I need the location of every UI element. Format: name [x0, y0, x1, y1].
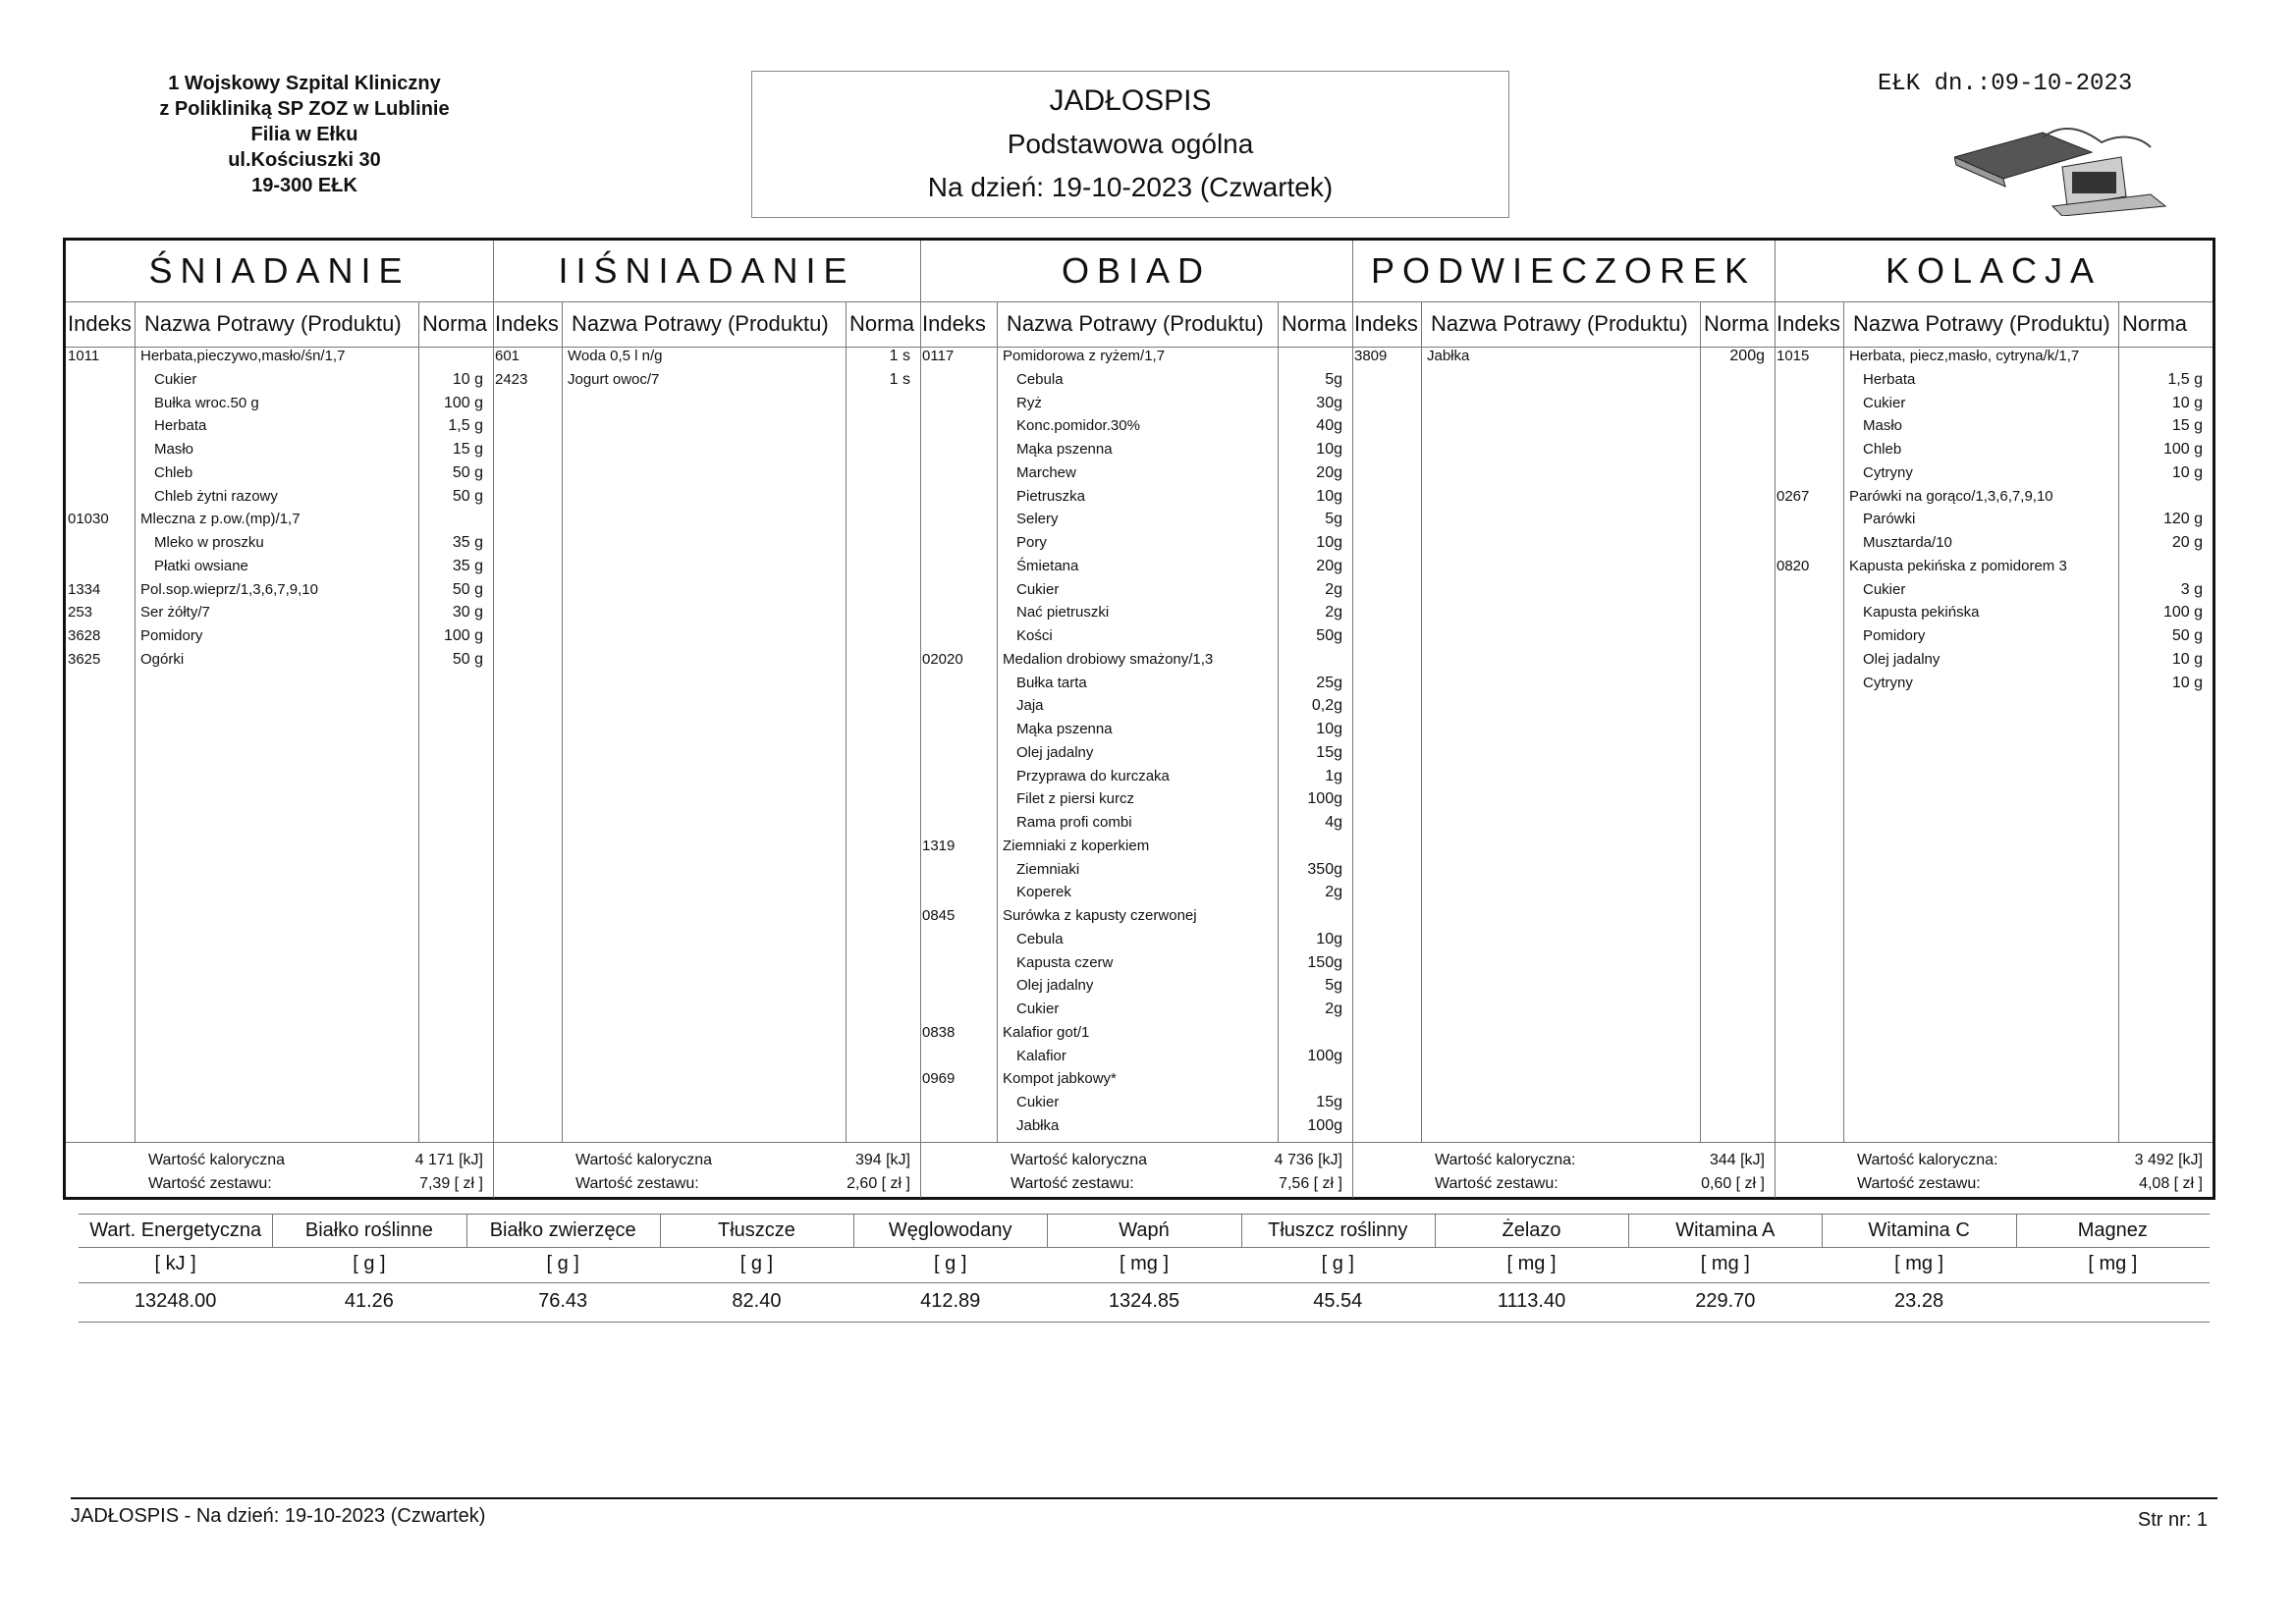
meal-title: KOLACJA [1885, 250, 2103, 291]
item-norm: 2g [1325, 604, 1342, 622]
meal-divider [920, 241, 921, 1198]
item-norm: 20 g [2171, 534, 2203, 551]
table-divider [66, 1142, 2213, 1143]
item-name: Pol.sop.wieprz/1,3,6,7,9,10 [140, 580, 318, 598]
item-name: Herbata,pieczywo,masło/śn/1,7 [140, 348, 346, 364]
item-name: Pomidory [140, 627, 203, 644]
item-norm: 1,5 g [2167, 370, 2203, 388]
nutrition-value: 412.89 [920, 1290, 981, 1312]
item-name: Filet z piersi kurcz [1016, 790, 1135, 808]
item-norm: 2g [1325, 580, 1342, 598]
set-cost-value: 4,08 [ zł ] [2139, 1175, 2203, 1192]
item-name: Ogórki [140, 650, 185, 668]
item-name: Musztarda/10 [1863, 534, 1952, 551]
calorie-label: Wartość kaloryczna [575, 1152, 712, 1168]
item-name: Jabłka [1427, 348, 1470, 364]
calorie-value: 4 736 [kJ] [1274, 1152, 1342, 1168]
item-index: 253 [68, 604, 93, 622]
item-norm: 15 g [2171, 417, 2203, 435]
item-name: Pory [1016, 534, 1047, 551]
item-norm: 1g [1325, 767, 1342, 784]
item-norm: 100 g [2162, 604, 2203, 622]
calorie-value: 344 [kJ] [1709, 1152, 1765, 1168]
item-name: Konc.pomidor.30% [1016, 417, 1140, 435]
document-title: JADŁOSPIS [1049, 84, 1212, 117]
item-index: 01030 [68, 511, 109, 528]
column-header-name: Nazwa Potrawy (Produktu) [1853, 311, 2110, 336]
item-name: Kompot jabkowy* [1003, 1070, 1117, 1088]
nutrition-header: Białko zwierzęce [489, 1219, 636, 1241]
nutrition-row-line [79, 1282, 2210, 1283]
item-name: Ser żółty/7 [140, 604, 210, 622]
item-index: 0969 [922, 1070, 956, 1088]
item-norm: 10 g [2171, 650, 2203, 668]
nutrition-value: 13248.00 [134, 1290, 217, 1312]
item-index: 0267 [1777, 487, 1810, 505]
nutrition-unit: [ g ] [353, 1253, 386, 1274]
item-name: Marchew [1016, 463, 1076, 481]
nutrition-header: Magnez [2077, 1219, 2148, 1241]
item-norm: 50g [1316, 627, 1342, 644]
index-divider [562, 301, 563, 1142]
meal-title: ŚNIADANIE [148, 250, 410, 291]
item-name: Cytryny [1863, 463, 1913, 481]
item-norm: 2g [1325, 1001, 1342, 1017]
item-name: Jogurt owoc/7 [568, 370, 660, 388]
nutrition-row-line [79, 1247, 2210, 1248]
item-name: Mleczna z p.ow.(mp)/1,7 [140, 511, 301, 528]
set-cost-value: 0,60 [ zł ] [1701, 1175, 1765, 1192]
nutrition-unit: [ kJ ] [154, 1253, 196, 1274]
item-name: Kalafior got/1 [1003, 1023, 1090, 1041]
set-cost-label: Wartość zestawu: [148, 1175, 272, 1192]
item-norm: 30g [1316, 394, 1342, 411]
meal-divider [1352, 241, 1353, 1198]
item-norm: 40g [1316, 417, 1342, 435]
nutrition-header: Witamina A [1675, 1219, 1776, 1241]
column-header-norm: Norma [422, 311, 488, 336]
item-name: Płatki owsiane [154, 557, 248, 574]
nutrition-unit: [ mg ] [1894, 1253, 1944, 1274]
set-cost-value: 7,56 [ zł ] [1279, 1175, 1342, 1192]
item-norm: 10g [1316, 487, 1342, 505]
item-name: Śmietana [1016, 557, 1079, 574]
item-name: Masło [154, 441, 194, 458]
item-name: Mleko w proszku [154, 534, 264, 551]
item-norm: 5g [1325, 370, 1342, 388]
nutrition-header: Wart. Energetyczna [89, 1219, 262, 1241]
item-index: 3625 [68, 650, 101, 668]
item-norm: 20g [1316, 557, 1342, 574]
hospital-name: 1 Wojskowy Szpital Kliniczny [168, 73, 441, 94]
nutrition-row-line [79, 1214, 2210, 1215]
nutrition-value: 1113.40 [1497, 1290, 1566, 1312]
hospital-street: ul.Kościuszki 30 [228, 149, 381, 171]
item-name: Chleb żytni razowy [154, 487, 278, 505]
item-name: Pietruszka [1016, 487, 1086, 505]
item-norm: 15g [1316, 1094, 1342, 1110]
set-cost-value: 2,60 [ zł ] [847, 1175, 910, 1192]
item-name: Selery [1016, 511, 1059, 528]
item-name: Cebula [1016, 930, 1064, 947]
item-name: Ryż [1016, 394, 1042, 411]
item-norm: 100g [1307, 1116, 1342, 1134]
item-name: Pomidorowa z ryżem/1,7 [1003, 348, 1166, 364]
page-footer [71, 1497, 2217, 1531]
item-name: Kapusta czerw [1016, 953, 1114, 971]
nutrition-unit: [ g ] [739, 1253, 774, 1274]
laptop-book-icon [1954, 118, 2180, 216]
item-name: Mąka pszenna [1016, 441, 1113, 458]
item-name: Chleb [154, 463, 193, 481]
item-index: 02020 [922, 650, 963, 668]
norm-divider [1700, 301, 1701, 1142]
item-norm: 100 g [443, 394, 483, 411]
item-name: Cukier [1016, 1094, 1060, 1110]
item-name: Jaja [1016, 697, 1044, 715]
column-header-norm: Norma [2122, 311, 2188, 336]
item-norm: 4g [1325, 814, 1342, 831]
item-name: Kalafior [1016, 1047, 1066, 1064]
item-index: 601 [495, 348, 520, 364]
item-norm: 50 g [2171, 627, 2203, 644]
item-index: 1334 [68, 580, 101, 598]
meal-divider [493, 241, 494, 1198]
nutrition-header: Żelazo [1502, 1219, 1561, 1241]
item-index: 0838 [922, 1023, 956, 1041]
item-norm: 15 g [452, 441, 483, 458]
column-header-index: Indeks [1354, 311, 1418, 336]
item-name: Bułka wroc.50 g [154, 394, 259, 411]
item-name: Cukier [1863, 394, 1906, 411]
nutrition-value: 229.70 [1695, 1290, 1756, 1312]
item-name: Nać pietruszki [1016, 604, 1110, 622]
column-header-index: Indeks [495, 311, 559, 336]
title-box [751, 71, 1509, 218]
index-divider [1421, 301, 1422, 1142]
nutrition-unit: [ mg ] [1700, 1253, 1750, 1274]
nutrition-header: Węglowodany [888, 1219, 1012, 1241]
item-name: Przyprawa do kurczaka [1016, 767, 1170, 784]
item-norm: 5g [1325, 977, 1342, 995]
city-date: EŁK dn.:09-10-2023 [1878, 71, 2133, 97]
nutrition-unit: [ g ] [1321, 1253, 1354, 1274]
item-index: 3809 [1354, 348, 1388, 364]
item-name: Herbata [154, 417, 207, 435]
item-norm: 20g [1316, 463, 1342, 481]
column-header-name: Nazwa Potrawy (Produktu) [1007, 311, 1264, 336]
item-name: Masło [1863, 417, 1903, 435]
nutrition-row-line [79, 1322, 2210, 1323]
item-name: Medalion drobiowy smażony/1,3 [1003, 650, 1214, 668]
item-name: Mąka pszenna [1016, 721, 1113, 737]
norm-divider [846, 301, 847, 1142]
item-norm: 10 g [452, 370, 483, 388]
column-header-name: Nazwa Potrawy (Produktu) [572, 311, 829, 336]
nutrition-value: 76.43 [538, 1290, 588, 1312]
item-norm: 35 g [452, 534, 483, 551]
set-cost-label: Wartość zestawu: [575, 1175, 699, 1192]
item-index: 1015 [1777, 348, 1810, 364]
nutrition-header: Tłuszcze [717, 1219, 795, 1241]
hospital-header [118, 71, 491, 198]
item-name: Cukier [1863, 580, 1906, 598]
item-norm: 15g [1316, 743, 1342, 761]
nutrition-value: 41.26 [344, 1290, 394, 1312]
set-cost-label: Wartość zestawu: [1435, 1175, 1558, 1192]
item-norm: 100g [1307, 1047, 1342, 1064]
nutrition-header: Wapń [1119, 1219, 1170, 1241]
item-name: Olej jadalny [1863, 650, 1941, 668]
item-index: 1011 [68, 348, 100, 364]
column-header-name: Nazwa Potrawy (Produktu) [1431, 311, 1688, 336]
item-name: Koperek [1016, 884, 1071, 901]
meal-title: IIŚNIADANIE [558, 250, 855, 291]
item-name: Jabłka [1016, 1116, 1060, 1134]
item-name: Cytryny [1863, 674, 1913, 691]
hospital-parent: z Polikliniką SP ZOZ w Lublinie [159, 98, 450, 120]
calorie-label: Wartość kaloryczna [148, 1152, 285, 1168]
meal-title: OBIAD [1061, 250, 1212, 291]
item-name: Bułka tarta [1016, 674, 1087, 691]
item-norm: 100 g [2162, 441, 2203, 458]
item-norm: 3 g [2180, 580, 2203, 598]
index-divider [997, 301, 998, 1142]
item-norm: 25g [1316, 674, 1342, 691]
item-index: 1319 [922, 837, 956, 854]
footer-title: JADŁOSPIS - Na dzień: 19-10-2023 (Czwartek) [71, 1505, 486, 1527]
item-norm: 30 g [452, 604, 483, 622]
set-cost-label: Wartość zestawu: [1857, 1175, 1981, 1192]
nutrition-value: 23.28 [1894, 1290, 1944, 1312]
item-norm: 50 g [452, 580, 483, 598]
item-name: Parówki [1863, 511, 1916, 528]
item-norm: 200g [1729, 348, 1765, 364]
table-divider [66, 301, 2213, 302]
item-name: Woda 0,5 l n/g [568, 348, 663, 364]
nutrition-value: 45.54 [1313, 1290, 1363, 1312]
item-name: Ziemniaki z koperkiem [1003, 837, 1150, 854]
diet-name: Podstawowa ogólna [1007, 129, 1254, 159]
calorie-value: 3 492 [kJ] [2134, 1152, 2203, 1168]
item-name: Chleb [1863, 441, 1902, 458]
item-norm: 10g [1316, 721, 1342, 737]
column-header-index: Indeks [922, 311, 986, 336]
item-norm: 100 g [443, 627, 483, 644]
item-norm: 100g [1307, 790, 1342, 808]
item-name: Olej jadalny [1016, 977, 1094, 995]
item-name: Pomidory [1863, 627, 1926, 644]
nutrition-unit: [ g ] [934, 1253, 967, 1274]
calorie-label: Wartość kaloryczna: [1857, 1152, 1998, 1168]
item-name: Ziemniaki [1016, 860, 1080, 878]
item-index: 2423 [495, 370, 528, 388]
calorie-label: Wartość kaloryczna: [1435, 1152, 1576, 1168]
column-header-norm: Norma [1282, 311, 1347, 336]
menu-table [63, 238, 2215, 1200]
meal-title: PODWIECZOREK [1370, 250, 1756, 291]
index-divider [135, 301, 136, 1142]
item-norm: 10 g [2171, 674, 2203, 691]
calorie-label: Wartość kaloryczna [1011, 1152, 1147, 1168]
item-name: Cukier [1016, 1001, 1060, 1017]
item-norm: 0,2g [1311, 697, 1342, 715]
item-norm: 10 g [2171, 463, 2203, 481]
item-name: Cebula [1016, 370, 1064, 388]
item-norm: 50 g [452, 463, 483, 481]
nutrition-unit: [ mg ] [1119, 1253, 1169, 1274]
set-cost-value: 7,39 [ zł ] [419, 1175, 483, 1192]
page-number: Str nr: 1 [2137, 1509, 2208, 1531]
item-norm: 1 s [889, 348, 910, 364]
item-name: Kapusta pekińska z pomidorem 3 [1849, 557, 2067, 574]
nutrition-value: 82.40 [732, 1290, 782, 1312]
item-norm: 150g [1307, 953, 1342, 971]
item-name: Parówki na gorąco/1,3,6,7,9,10 [1849, 487, 2053, 505]
item-index: 0117 [922, 348, 955, 364]
item-name: Olej jadalny [1016, 743, 1094, 761]
item-norm: 50 g [452, 487, 483, 505]
item-index: 0845 [922, 907, 956, 924]
nutrition-header: Witamina C [1868, 1219, 1970, 1241]
column-header-index: Indeks [1777, 311, 1840, 336]
item-name: Kapusta pekińska [1863, 604, 1980, 622]
item-name: Cukier [1016, 580, 1060, 598]
nutrition-table [79, 1214, 2210, 1322]
item-norm: 1,5 g [448, 417, 483, 435]
item-name: Surówka z kapusty czerwonej [1003, 907, 1197, 924]
item-norm: 10g [1316, 930, 1342, 947]
item-norm: 50 g [452, 650, 483, 668]
hospital-city: 19-300 EŁK [251, 175, 357, 196]
item-norm: 10g [1316, 441, 1342, 458]
column-header-name: Nazwa Potrawy (Produktu) [144, 311, 402, 336]
column-header-norm: Norma [1704, 311, 1770, 336]
hospital-branch: Filia w Ełku [250, 124, 358, 145]
item-name: Herbata, piecz,masło, cytryna/k/1,7 [1849, 348, 2080, 364]
item-name: Herbata [1863, 370, 1916, 388]
nutrition-unit: [ mg ] [2088, 1253, 2138, 1274]
item-norm: 5g [1325, 511, 1342, 528]
set-cost-label: Wartość zestawu: [1011, 1175, 1134, 1192]
nutrition-header: Białko roślinne [304, 1219, 433, 1241]
item-norm: 35 g [452, 557, 483, 574]
nutrition-header: Tłuszcz roślinny [1268, 1219, 1408, 1241]
index-divider [1843, 301, 1844, 1142]
item-name: Kości [1016, 627, 1053, 644]
item-index: 3628 [68, 627, 101, 644]
item-norm: 10 g [2171, 394, 2203, 411]
column-header-norm: Norma [849, 311, 915, 336]
column-header-index: Indeks [68, 311, 132, 336]
item-norm: 10g [1316, 534, 1342, 551]
nutrition-value: 1324.85 [1108, 1290, 1180, 1312]
calorie-value: 394 [kJ] [854, 1152, 910, 1168]
calorie-value: 4 171 [kJ] [414, 1152, 483, 1168]
nutrition-unit: [ g ] [546, 1253, 579, 1274]
item-norm: 350g [1307, 860, 1342, 878]
item-norm: 1 s [889, 370, 910, 388]
item-norm: 120 g [2162, 511, 2203, 528]
item-name: Rama profi combi [1016, 814, 1132, 831]
item-norm: 2g [1325, 884, 1342, 901]
item-name: Cukier [154, 370, 197, 388]
meal-divider [1775, 241, 1776, 1198]
item-index: 0820 [1777, 557, 1810, 574]
menu-date: Na dzień: 19-10-2023 (Czwartek) [927, 172, 1334, 202]
nutrition-unit: [ mg ] [1506, 1253, 1557, 1274]
